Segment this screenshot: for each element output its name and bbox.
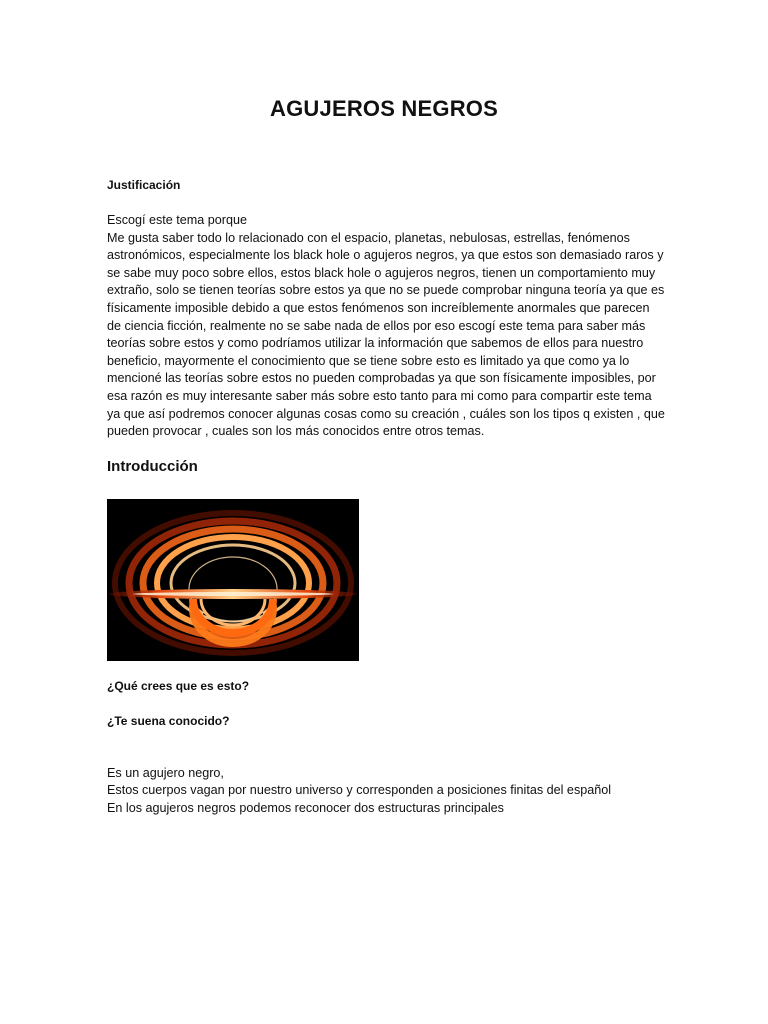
question-familiar: ¿Te suena conocido? xyxy=(107,714,230,728)
justification-heading: Justificación xyxy=(107,178,181,192)
justification-line: beneficio, mayormente el conocimiento que se tiene sobre esto es limitado ya que como ya lo xyxy=(107,353,630,368)
page-title: AGUJEROS NEGROS xyxy=(270,96,498,121)
justification-line: mencioné las teorías sobre estos no pueden comprobadas ya que son físicamente imposibles, por xyxy=(107,371,656,386)
justification-line: físicamente imposible debido a que estos fenómenos son increíblemente anormales que parecen xyxy=(107,300,650,315)
introduction-heading: Introducción xyxy=(107,458,198,475)
justification-line: pueden provocar , cuales son los más conocidos entre otros temas. xyxy=(107,424,485,439)
justification-line: de ciencia ficción, realmente no se sabe nada de ellos por eso escogí este tema para saber más xyxy=(107,318,646,333)
justification-line: extraño, solo se tienen teorías sobre estos ya que no se puede comprobar ninguna teoría ya que es xyxy=(107,283,665,298)
question-what-is-this: ¿Qué crees que es esto? xyxy=(107,679,250,693)
introduction-line: En los agujeros negros podemos reconocer dos estructuras principales xyxy=(107,800,504,815)
justification-line: ya que así podremos conocer algunas cosas como su creación , cuáles son los tipos q existen , que xyxy=(107,406,665,421)
justification-line: esa razón es muy interesante saber más sobre esto tanto para mi como para compartir este tema xyxy=(107,388,652,403)
justification-line: Escogí este tema porque xyxy=(107,213,248,227)
black-hole-illustration xyxy=(107,499,359,661)
justification-line: Me gusta saber todo lo relacionado con el espacio, planetas, nebulosas, estrellas, fenómenos xyxy=(107,230,630,245)
justification-paragraph xyxy=(107,212,667,441)
introduction-line: Es un agujero negro, xyxy=(107,766,224,780)
introduction-line: Estos cuerpos vagan por nuestro universo y corresponden a posiciones finitas del español xyxy=(107,783,612,798)
black-hole-image xyxy=(107,499,359,661)
justification-line: se sabe muy poco sobre ellos, estos black hole o agujeros negros, tienen un comportamiento muy xyxy=(107,265,656,280)
justification-line: astronómicos, especialmente los black hole o agujeros negros, ya que estos son demasiado raros y xyxy=(107,248,664,263)
introduction-paragraph xyxy=(107,765,611,817)
justification-line: teorías sobre estos y como podríamos utilizar la información que sabemos de ellos para nuestro xyxy=(107,336,644,351)
